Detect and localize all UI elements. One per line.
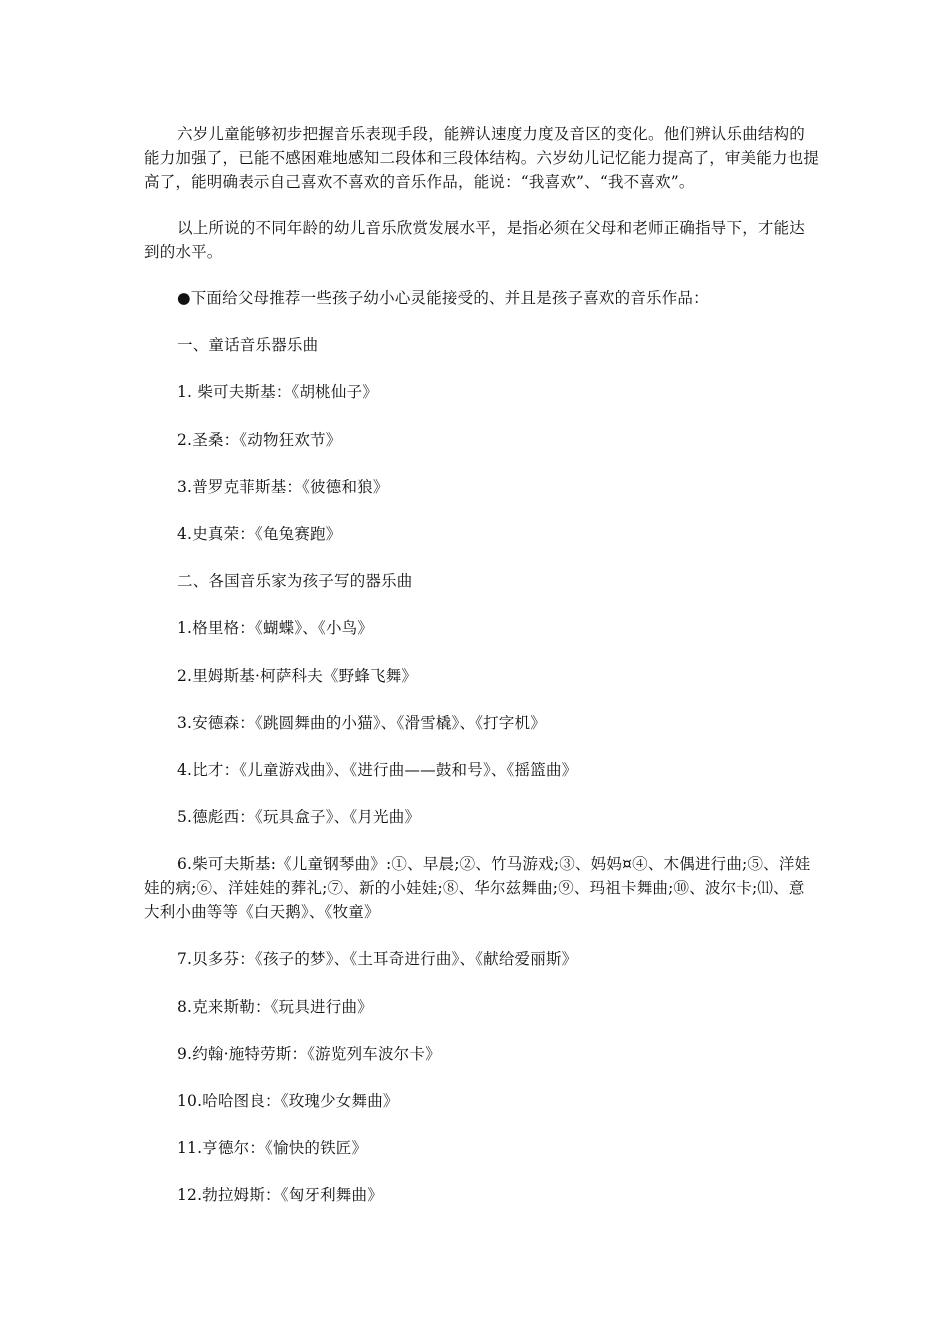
list-item: 1.格里格：《蝴蝶》、《小鸟》: [177, 619, 374, 638]
section-heading-children-instrumental: 二、各国音乐家为孩子写的器乐曲: [177, 572, 413, 591]
list-item: 2.里姆斯基·柯萨科夫《野蜂飞舞》: [177, 666, 418, 685]
list-item: 4.比才：《儿童游戏曲》、《进行曲——鼓和号》、《摇篮曲》: [177, 760, 578, 779]
recommendation-intro: ●下面给父母推荐一些孩子幼小心灵能接受的、并且是孩子喜欢的音乐作品：: [177, 289, 709, 307]
list-item: 10.哈哈图良：《玫瑰少女舞曲》: [177, 1092, 399, 1110]
list-item: 9.约翰·施特劳斯：《游览列车波尔卡》: [177, 1044, 441, 1063]
section-heading-fairy-tale-music: 一、童话音乐器乐曲: [177, 336, 319, 355]
paragraph-age-six: 六岁儿童能够初步把握音乐表现手段，能辨认速度力度及音区的变化。他们辨认乐曲结构的能力加强了，已能不感困难地感知二段体和三段体结构。六岁幼儿记忆能力提高了，审美能力也提高了，能明确表示自己喜欢不喜欢的音乐作品，能说：“我喜欢”、“我不喜欢”。: [144, 125, 820, 191]
list-item: 8.克来斯勒：《玩具进行曲》: [177, 997, 373, 1016]
list-item: 5.德彪西：《玩具盒子》、《月光曲》: [177, 808, 421, 827]
document-body: [144, 122, 820, 1231]
list-item: 11.亨德尔：《愉快的铁匠》: [177, 1139, 368, 1158]
paragraph-summary: 以上所说的不同年龄的幼儿音乐欣赏发展水平，是指必须在父母和老师正确指导下，才能达到的水平。: [144, 219, 806, 261]
list-item: 1. 柴可夫斯基：《胡桃仙子》: [177, 383, 378, 402]
list-item: 12.勃拉姆斯：《匈牙利舞曲》: [177, 1186, 383, 1205]
list-item: 6.柴可夫斯基:《儿童钢琴曲》:①、早晨;②、竹马游戏;③、妈妈¤④、木偶进行曲;⑤、洋娃娃的病;⑥、洋娃娃的葬礼;⑦、新的小娃娃;⑧、华尔兹舞曲;⑨、玛祖卡舞曲;⑩、波尔卡;⑾、意大利小曲等等《白天鹅》、《牧童》: [144, 855, 811, 922]
list-item: 3.普罗克菲斯基：《彼德和狼》: [177, 477, 389, 496]
list-item: 4.史真荣：《龟兔赛跑》: [177, 524, 342, 543]
list-item: 3.安德森：《跳圆舞曲的小猫》、《滑雪橇》、《打字机》: [177, 713, 546, 732]
list-item: 7.贝多芬：《孩子的梦》、《土耳奇进行曲》、《献给爱丽斯》: [177, 950, 578, 969]
list-item: 2.圣桑：《动物狂欢节》: [177, 430, 342, 449]
